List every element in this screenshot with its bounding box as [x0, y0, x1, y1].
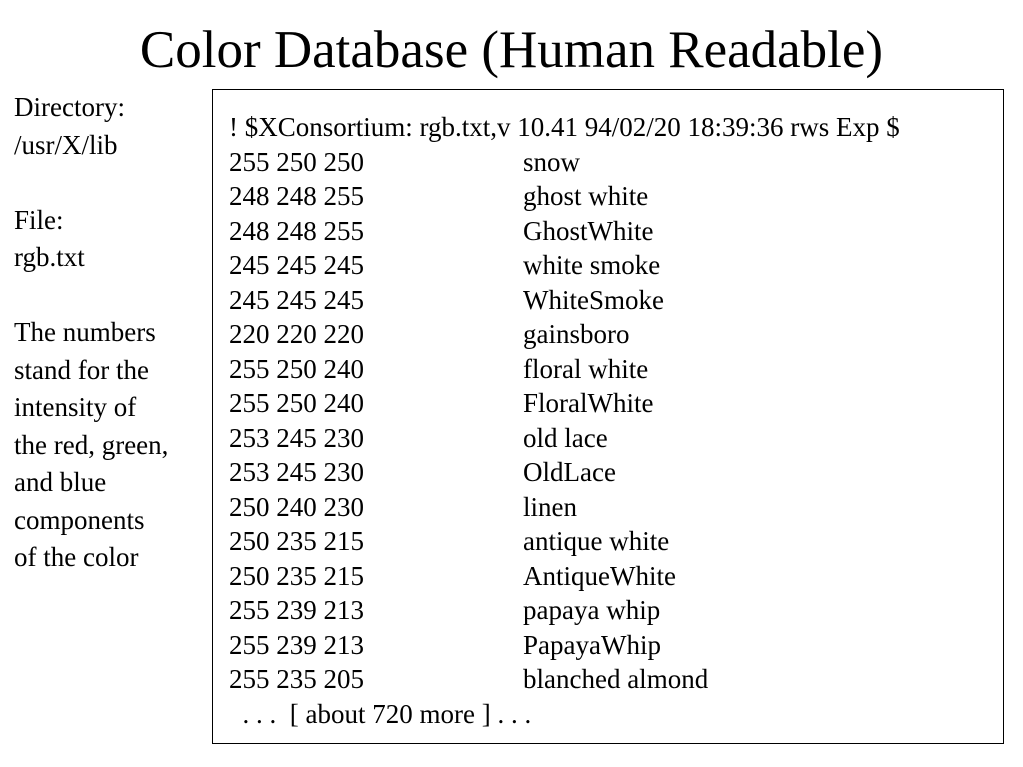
color-name: papaya whip [523, 595, 661, 625]
rgb-values: 245 245 245 [229, 284, 364, 315]
rgb-listing [229, 110, 900, 731]
color-name: WhiteSmoke [523, 284, 664, 315]
color-entry-row [229, 524, 900, 559]
side-notes-line: and blue [14, 467, 107, 497]
rgb-values: 250 235 215 [229, 560, 364, 591]
side-notes-line: intensity of [14, 392, 137, 422]
rgb-values: 255 239 213 [229, 629, 364, 660]
color-name: old lace [523, 422, 608, 453]
side-notes-line: Directory: [14, 92, 125, 122]
side-notes-line: the red, green, [14, 429, 169, 460]
side-notes-gap [14, 277, 214, 315]
side-notes-gap [14, 164, 214, 202]
listing-rows [229, 145, 900, 697]
listing-header: ! $XConsortium: rgb.txt,v 10.41 94/02/20 18:39:36 rws Exp $ [229, 112, 900, 142]
color-entry-row [229, 317, 900, 352]
color-entry-row [229, 386, 900, 421]
rgb-values: 255 250 250 [229, 146, 364, 177]
color-entry-row [229, 283, 900, 318]
rgb-listing-box [212, 89, 1004, 744]
color-entry-row [229, 490, 900, 525]
side-notes-line: of the color [14, 542, 139, 572]
color-name: antique white [523, 526, 670, 556]
color-name: linen [523, 491, 577, 522]
color-entry-row [229, 248, 900, 283]
rgb-values: 253 245 230 [229, 422, 364, 453]
color-entry-row [229, 662, 900, 697]
rgb-values: 255 235 205 [229, 664, 364, 694]
side-notes [14, 89, 214, 577]
rgb-values: 255 239 213 [229, 595, 364, 625]
side-notes-line: File: [14, 204, 64, 235]
side-notes-line: rgb.txt [14, 242, 85, 272]
color-entry-row [229, 214, 900, 249]
color-entry-row [229, 559, 900, 594]
color-name: ghost white [523, 181, 649, 211]
rgb-values: 248 248 255 [229, 181, 364, 211]
side-notes-line: The numbers [14, 317, 156, 347]
color-name: PapayaWhip [523, 629, 661, 660]
side-notes-line: stand for the [14, 354, 149, 385]
listing-footer: . . . [ about 720 more ] . . . [229, 698, 532, 729]
color-entry-row [229, 145, 900, 180]
color-name: FloralWhite [523, 388, 654, 418]
rgb-values: 248 248 255 [229, 215, 364, 246]
color-entry-row [229, 455, 900, 490]
color-name: gainsboro [523, 319, 630, 349]
rgb-values: 250 235 215 [229, 526, 364, 556]
rgb-values: 245 245 245 [229, 250, 364, 280]
rgb-values: 250 240 230 [229, 491, 364, 522]
color-entry-row [229, 628, 900, 663]
color-entry-row [229, 593, 900, 628]
color-entry-row [229, 421, 900, 456]
side-notes-line: /usr/X/lib [14, 129, 118, 160]
rgb-values: 220 220 220 [229, 319, 364, 349]
page-title: Color Database (Human Readable) [139, 21, 884, 79]
color-entry-row [229, 179, 900, 214]
color-name: GhostWhite [523, 215, 654, 246]
color-name: blanched almond [523, 664, 709, 694]
rgb-values: 255 250 240 [229, 353, 364, 384]
color-entry-row [229, 352, 900, 387]
color-name: floral white [523, 353, 649, 384]
color-name: AntiqueWhite [523, 560, 676, 591]
rgb-values: 253 245 230 [229, 457, 364, 487]
color-name: OldLace [523, 457, 616, 487]
rgb-values: 255 250 240 [229, 388, 364, 418]
side-notes-line: components [14, 504, 145, 535]
color-name: snow [523, 146, 581, 177]
color-name: white smoke [523, 250, 661, 280]
